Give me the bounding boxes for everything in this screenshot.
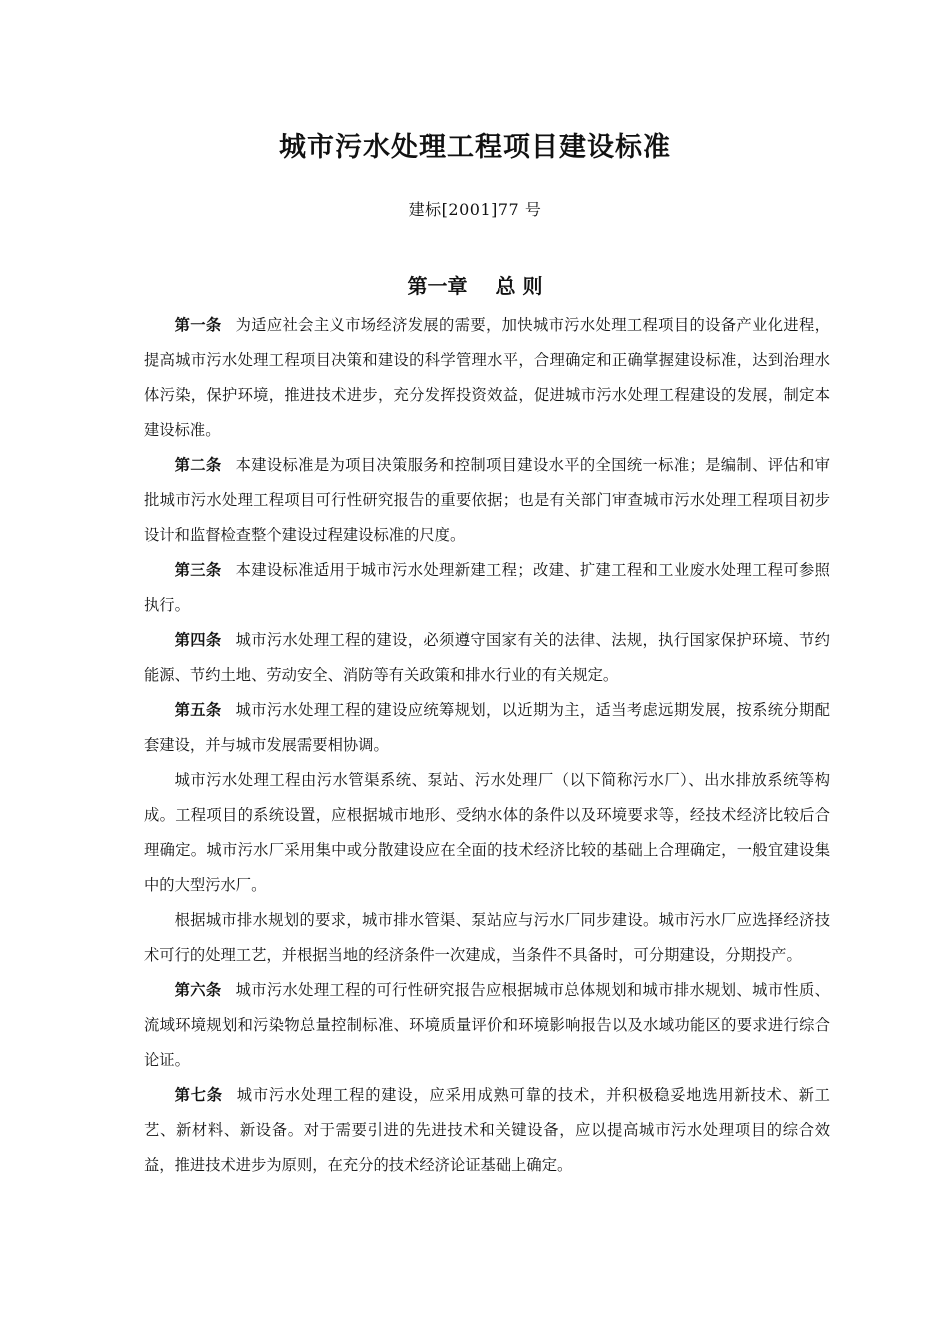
article-7 — [144, 1078, 830, 1183]
article-text: 本建设标准是为项目决策服务和控制项目建设水平的全国统一标准；是编制、评估和审批城市污水处理工程项目可行性研究报告的重要依据；也是有关部门审查城市污水处理工程项目初步设计和监督检查整个建设过程建设标准的尺度。 — [144, 456, 830, 544]
article-label: 第一条 — [174, 316, 222, 334]
document-title: 城市污水处理工程项目建设标准 — [279, 132, 671, 163]
article-label: 第七条 — [174, 1086, 223, 1104]
document-body — [144, 308, 830, 1183]
article-4 — [144, 623, 830, 693]
article-label: 第二条 — [174, 456, 222, 474]
paragraph-text: 城市污水处理工程由污水管渠系统、泵站、污水处理厂（以下简称污水厂）、出水排放系统等构成。工程项目的系统设置，应根据城市地形、受纳水体的条件以及环境要求等，经技术经济比较后合理确定。城市污水厂采用集中或分散建设应在全面的技术经济比较的基础上合理确定，一般宜建设集中的大型污水厂。 — [144, 771, 830, 894]
article-3 — [144, 553, 830, 623]
article-5 — [144, 693, 830, 763]
article-5-paragraph-3 — [144, 903, 830, 973]
article-label: 第三条 — [174, 561, 222, 579]
article-text: 城市污水处理工程的建设，必须遵守国家有关的法律、法规，执行国家保护环境、节约能源、节约土地、劳动安全、消防等有关政策和排水行业的有关规定。 — [144, 631, 830, 684]
article-1 — [144, 308, 830, 448]
article-label: 第四条 — [174, 631, 222, 649]
article-label: 第五条 — [174, 701, 222, 719]
chapter-name: 总 则 — [495, 274, 543, 298]
article-5-paragraph-2 — [144, 763, 830, 903]
chapter-heading — [0, 271, 950, 301]
article-6 — [144, 973, 830, 1078]
document-number: 建标[2001]77 号 — [408, 200, 542, 219]
article-text: 本建设标准适用于城市污水处理新建工程；改建、扩建工程和工业废水处理工程可参照执行。 — [144, 561, 830, 614]
article-text: 城市污水处理工程的建设应统筹规划，以近期为主，适当考虑远期发展，按系统分期配套建设，并与城市发展需要相协调。 — [144, 701, 830, 754]
paragraph-text: 根据城市排水规划的要求，城市排水管渠、泵站应与污水厂同步建设。城市污水厂应选择经济技术可行的处理工艺，并根据当地的经济条件一次建成，当条件不具备时，可分期建设，分期投产。 — [144, 911, 830, 964]
article-label: 第六条 — [174, 981, 222, 999]
chapter-number: 第一章 — [407, 274, 468, 298]
article-text: 城市污水处理工程的可行性研究报告应根据城市总体规划和城市排水规划、城市性质、流域环境规划和污染物总量控制标准、环境质量评价和环境影响报告以及水域功能区的要求进行综合论证。 — [144, 981, 830, 1069]
article-text: 为适应社会主义市场经济发展的需要，加快城市污水处理工程项目的设备产业化进程，提高城市污水处理工程项目决策和建设的科学管理水平，合理确定和正确掌握建设标准，达到治理水体污染，保护环境，推进技术进步，充分发挥投资效益，促进城市污水处理工程建设的发展，制定本建设标准。 — [144, 316, 830, 439]
article-text: 城市污水处理工程的建设，应采用成熟可靠的技术，并积极稳妥地选用新技术、新工艺、新材料、新设备。对于需要引进的先进技术和关键设备，应以提高城市污水处理项目的综合效益，推进技术进步为原则，在充分的技术经济论证基础上确定。 — [144, 1086, 830, 1174]
article-2 — [144, 448, 830, 553]
